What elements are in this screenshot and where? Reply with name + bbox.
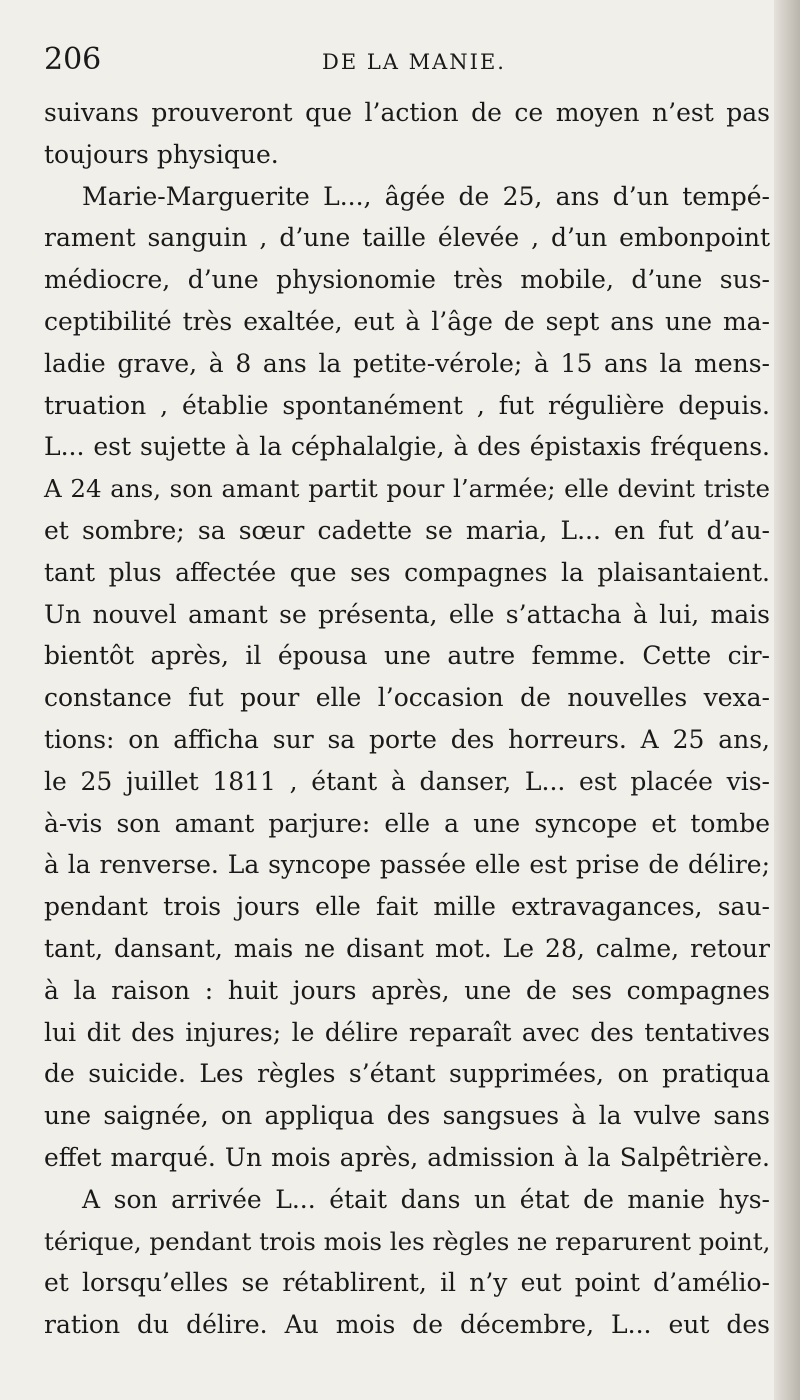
text-line: pendant trois jours elle fait mille extravagances, sau- (44, 892, 770, 922)
text-line: le 25 juillet 1811 , étant à danser, L... est placée vis- (44, 766, 770, 796)
text-line: truation , établie spontanément , fut régulière depuis. (44, 390, 770, 420)
text-line: une saignée, on appliqua des sangsues à la vulve sans (44, 1101, 770, 1131)
page-gutter-shadow (774, 0, 800, 1400)
text-line: bientôt après, il épousa une autre femme. Cette cir- (44, 641, 770, 671)
text-line: tant, dansant, mais ne disant mot. Le 28, calme, retour (44, 933, 770, 963)
text-line: de suicide. Les règles s’étant supprimées, on pratiqua (44, 1059, 770, 1089)
page-text-block (44, 40, 770, 1346)
text-line: tions: on afficha sur sa porte des horreurs. A 25 ans, (44, 724, 770, 754)
text-line: toujours physique. (44, 139, 279, 169)
text-line: à la renverse. La syncope passée elle est prise de délire; (44, 850, 770, 880)
text-line: lui dit des injures; le délire reparaît avec des tentatives (44, 1017, 770, 1047)
text-line: effet marqué. Un mois après, admission à la Salpêtrière. (44, 1142, 770, 1172)
text-line: et sombre; sa sœur cadette se maria, L... en fut d’au- (44, 515, 770, 545)
text-line: A 24 ans, son amant partit pour l’armée; elle devint triste (44, 474, 770, 504)
text-line: médiocre, d’une physionomie très mobile, d’une sus- (44, 265, 770, 295)
text-line: tant plus affectée que ses compagnes la plaisantaient. (44, 557, 770, 587)
page-number: 206 (44, 42, 102, 77)
text-line: ration du délire. Au mois de décembre, L... eut des (44, 1310, 770, 1340)
text-line: suivans prouveront que l’action de ce moyen n’est pas (44, 98, 770, 127)
text-line: à-vis son amant parjure: elle a une syncope et tombe (44, 808, 770, 838)
text-line: constance fut pour elle l’occasion de nouvelles vexa- (44, 683, 770, 713)
text-line: ceptibilité très exaltée, eut à l’âge de sept ans une ma- (44, 306, 770, 336)
body-text (44, 92, 770, 1346)
running-title: DE LA MANIE. (322, 50, 506, 74)
text-line: rament sanguin , d’une taille élevée , d’un embonpoint (44, 223, 770, 253)
text-line: et lorsqu’elles se rétablirent, il n’y eut point d’amélio- (44, 1268, 770, 1298)
text-line: A son arrivée L... était dans un état de manie hys- (82, 1184, 770, 1214)
text-line: Marie-Marguerite L..., âgée de 25, ans d’un tempé- (82, 181, 770, 211)
page-header (44, 40, 770, 92)
text-line: à la raison : huit jours après, une de ses compagnes (44, 975, 770, 1005)
text-line: térique, pendant trois mois les règles ne reparurent point, (44, 1226, 771, 1256)
text-line: Un nouvel amant se présenta, elle s’attacha à lui, mais (44, 599, 770, 629)
text-line: ladie grave, à 8 ans la petite-vérole; à 15 ans la mens- (44, 348, 770, 378)
text-line: L... est sujette à la céphalalgie, à des épistaxis fréquens. (44, 432, 770, 462)
